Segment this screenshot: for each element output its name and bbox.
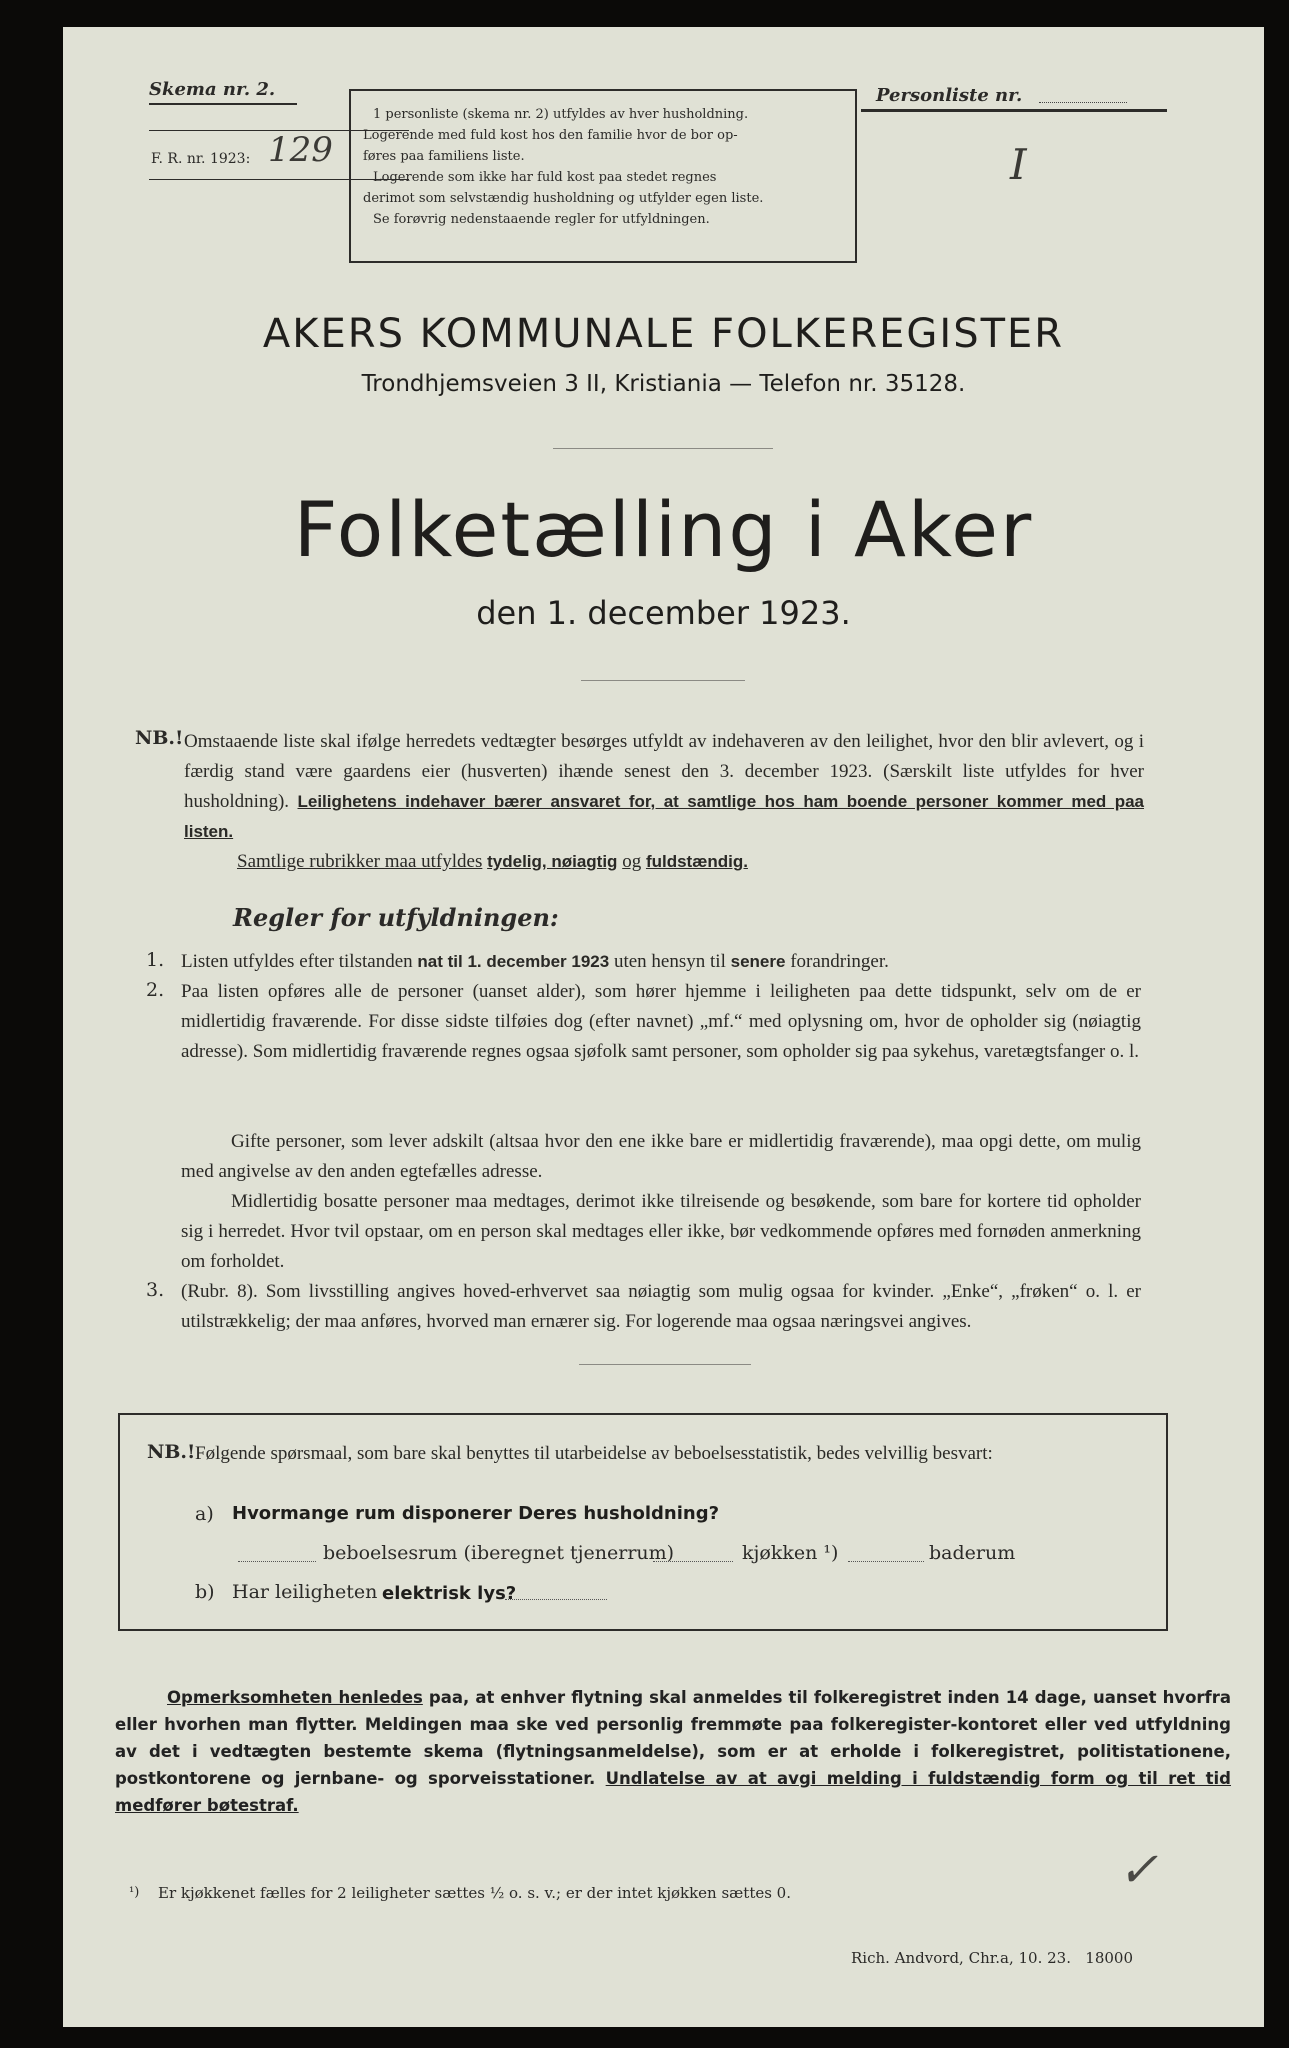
notice-text: paa, at enhver flytning skal anmeldes til folkeregistret inden 14 dage, uanset hvorfra eller hvorhen man flytter. Meldingen maa ske ved personlig fremmøte paa folkeregister-kontoret eller ved utfyldning av det i vedtægten bestemte skema (flytningsanmeldelse), som er at erholde i folkeregistret, politistationene, postkontorene og jernbane- og sporveisstationer.: [115, 1688, 1231, 1788]
rule-2: Paa listen opføres alle de personer (uanset alder), som hører hjemme i leiligheten paa dette tidspunkt, selv om de er midlertidig fraværende. For disse sidste tilføies dog (efter navnet) „mf.“ med oplysning om, hvor de opholder sig (nøiagtig adresse). Som midlertidig fraværende regnes ogsaa sjøfolk samt personer, som opholder sig paa sykehus, varetægtsfanger o. l.: [181, 981, 1141, 1062]
main-title: Folketælling i Aker: [293, 485, 1034, 574]
divider: [581, 680, 745, 681]
q-a-label: a): [195, 1503, 214, 1525]
rule-2-number: 2.: [146, 979, 165, 1001]
personliste-label: Personliste nr.: [876, 85, 1023, 106]
personliste-number-handwritten: I: [1010, 140, 1027, 189]
rule-1-a: Listen utfyldes efter tilstanden: [181, 951, 413, 972]
nb-label: NB.!: [135, 727, 184, 749]
q-a-text: Hvormange rum disponerer Deres husholdning?: [232, 1503, 720, 1524]
notice-lead: Opmerksomheten henledes: [167, 1688, 423, 1707]
office-title: AKERS KOMMUNALE FOLKEREGISTER: [262, 311, 1065, 357]
rule-1: [181, 947, 1141, 977]
office-address: Trondhjemsveien 3 II, Kristiania — Telefon nr. 35128.: [361, 371, 966, 397]
field-baderum[interactable]: [848, 1561, 924, 1562]
schema-underline: [149, 103, 297, 105]
footnote-mark: ¹): [129, 1885, 140, 1900]
census-form-sheet: [63, 27, 1264, 2027]
rules-heading: Regler for utfyldningen:: [233, 903, 559, 932]
nb-text: Omstaaende liste skal ifølge herredets vedtægter besørges utfyldt av indehaveren av den leilighet, hvor den blir avlevert, og i færdig stand være gaardens eier (husverten) ihænde senest den 3. december 1923. (Særskilt liste utfyldes for hver husholdning).: [184, 731, 1144, 812]
info-line: 1 personliste (skema nr. 2) utfyldes av hver husholdning.: [373, 107, 749, 122]
fr-number-label: F. R. nr. 1923:: [151, 151, 251, 167]
divider: [579, 1364, 751, 1365]
schema-label: Skema nr. 2.: [149, 79, 276, 100]
label-beboelsesrum: beboelsesrum (iberegnet tjenerrum): [323, 1542, 675, 1564]
info-box: [349, 89, 857, 263]
nb-final-d: fuldstændig.: [645, 852, 748, 871]
rule-1-d: senere: [730, 952, 786, 971]
divider: [553, 448, 773, 449]
field-beboelsesrum[interactable]: [238, 1561, 316, 1562]
rule-1-c: uten hensyn til: [613, 951, 726, 972]
q-b-text-b: elektrisk lys?: [382, 1583, 517, 1604]
q-b-text-a: Har leiligheten: [232, 1581, 378, 1603]
info-line: Logerende som ikke har fuld kost paa stedet regnes: [373, 170, 717, 185]
notice-tail: Undlatelse av at avgi melding i fuldstændig form og til ret tid medfører bøtestraf.: [115, 1769, 1231, 1815]
nb2-label: NB.!: [147, 1441, 196, 1463]
rule-3-number: 3.: [146, 1279, 165, 1301]
printer-credit: Rich. Andvord, Chr.a, 10. 23. 18000: [851, 1949, 1134, 1967]
footnote-text: Er kjøkkenet fælles for 2 leiligheter sættes ½ o. s. v.; er der intet kjøkken sættes 0.: [158, 1884, 791, 1902]
field-kjokken[interactable]: [653, 1561, 733, 1562]
label-kjokken: kjøkken ¹): [742, 1542, 839, 1564]
nb-final-a: Samtlige rubrikker maa utfyldes: [237, 851, 483, 872]
nb-final-c: og: [622, 851, 642, 872]
moving-notice: [115, 1684, 1231, 1819]
field-elektrisk-lys[interactable]: [505, 1599, 607, 1600]
fr-number-handwritten: 129: [268, 130, 333, 170]
personliste-rule: [861, 109, 1167, 112]
nb2-intro: Følgende spørsmaal, som bare skal benyttes til utarbeidelse av beboelsesstatistik, bedes velvillig besvart:: [195, 1443, 993, 1464]
rule-1-b: nat til 1. december 1923: [417, 952, 610, 971]
nb-final-b: tydelig, nøiagtig: [487, 852, 618, 871]
personliste-dotted-field: [1039, 102, 1127, 103]
check-mark: ✓: [1118, 1842, 1159, 1898]
rule-2-bosatte: Midlertidig bosatte personer maa medtages, derimot ikke tilreisende og besøkende, som bare for kortere tid opholder sig i herredet. Hvor tvil opstaar, om en person skal medtages eller ikke, bør vedkommende opføres med fornøden anmerkning om forholdet.: [181, 1191, 1141, 1272]
label-baderum: baderum: [929, 1542, 1016, 1564]
statistics-box: [118, 1413, 1168, 1631]
rule-1-e: forandringer.: [790, 951, 889, 972]
rule-3: (Rubr. 8). Som livsstilling angives hoved-erhvervet saa nøiagtig som mulig ogsaa for kvinder. „Enke“, „frøken“ o. l. er utilstrækkelig; der maa anføres, hvorved man ernærer sig. For logerende maa ogsaa næringsvei angives.: [181, 1281, 1141, 1332]
q-b-label: b): [195, 1581, 215, 1603]
info-line: derimot som selvstændig husholdning og utfylder egen liste.: [363, 191, 764, 206]
nb-paragraph: [184, 727, 1144, 847]
nb-final-line: [237, 847, 1137, 877]
rule-2-gifte: Gifte personer, som lever adskilt (altsaa hvor den ene ikke bare er midlertidig fraværende), maa opgi dette, om mulig med angivelse av den anden egtefælles adresse.: [181, 1131, 1141, 1182]
info-line: Se forøvrig nedenstaaende regler for utfyldningen.: [373, 212, 710, 227]
census-date: den 1. december 1923.: [476, 594, 851, 632]
info-line: føres paa familiens liste.: [363, 149, 525, 164]
nb-responsibility: Leilighetens indehaver bærer ansvaret for, at samtlige hos ham boende personer kommer med paa listen.: [184, 792, 1145, 841]
info-line: Logerende med fuld kost hos den familie hvor de bor op-: [363, 128, 738, 143]
rule-1-number: 1.: [146, 949, 165, 971]
